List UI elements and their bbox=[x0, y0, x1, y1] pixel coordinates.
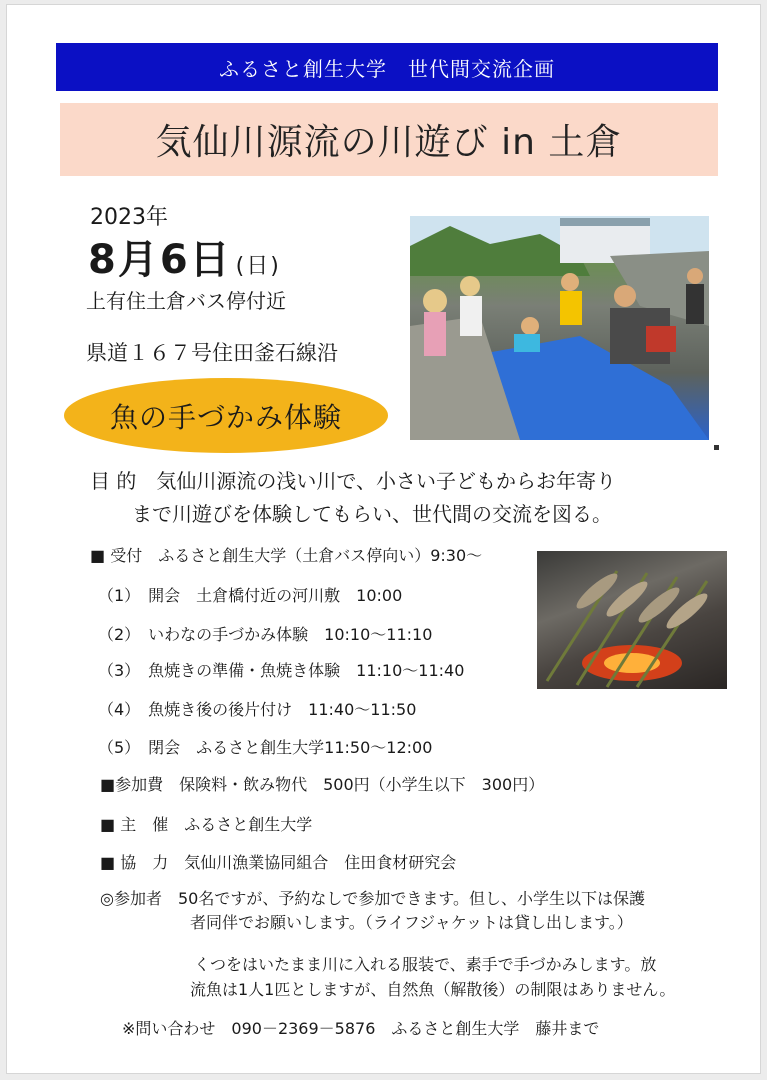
grilled-fish-illustration bbox=[537, 551, 727, 689]
event-location-2: 県道１６７号住田釜石線沿 bbox=[86, 341, 338, 365]
header-banner bbox=[56, 43, 718, 91]
event-location-1: 上有住土倉バス停付近 bbox=[86, 289, 286, 313]
event-date-text: 8月6日 bbox=[88, 237, 232, 283]
header-subtitle: ふるさと創生大学 世代間交流企画 bbox=[219, 56, 555, 81]
schedule-item-2: （2） いわなの手づかみ体験 10:10〜11:10 bbox=[98, 625, 433, 644]
schedule-reception: ■ 受付 ふるさと創生大学（土倉バス停向い）9:30〜 bbox=[90, 546, 483, 565]
schedule-item-1: （1） 開会 土倉橋付近の河川敷 10:00 bbox=[98, 586, 403, 605]
page-title: 気仙川源流の川遊び in 土倉 bbox=[155, 122, 623, 163]
event-day-of-week: (日) bbox=[235, 254, 281, 279]
cooperation-line: ■ 協 力 気仙川漁業協同組合 住田食材研究会 bbox=[100, 853, 457, 872]
contact-line: ※問い合わせ 090－2369－5876 ふるさと創生大学 藤井まで bbox=[122, 1019, 600, 1038]
grilled-fish-photo bbox=[537, 551, 727, 689]
event-date bbox=[88, 228, 281, 285]
purpose-line-1: 目 的 気仙川源流の浅い川で、小さい子どもからお年寄り bbox=[90, 469, 616, 493]
participants-line-1: ◎参加者 50名ですが、予約なしで参加できます。但し、小学生以下は保護 bbox=[100, 889, 646, 908]
participants-line-2: 者同伴でお願いします。（ライフジャケットは貸し出します。） bbox=[190, 913, 633, 932]
schedule-item-5: （5） 閉会 ふるさと創生大学11:50〜12:00 bbox=[98, 738, 433, 757]
schedule-item-3: （3） 魚焼きの準備・魚焼き体験 11:10〜11:40 bbox=[98, 661, 465, 680]
title-banner bbox=[60, 103, 718, 176]
notes-line-2: 流魚は1人1匹としますが、自然魚（解散後）の制限はありません。 bbox=[190, 980, 676, 999]
purpose-paragraph bbox=[90, 465, 616, 531]
children-in-river-illustration bbox=[410, 216, 709, 440]
children-in-river-photo bbox=[410, 216, 709, 440]
highlight-oval bbox=[64, 378, 388, 453]
event-year: 2023年 bbox=[90, 205, 168, 230]
organizer-line: ■ 主 催 ふるさと創生大学 bbox=[100, 815, 313, 834]
photo-marker bbox=[714, 445, 719, 450]
schedule-item-4: （4） 魚焼き後の後片付け 11:40〜11:50 bbox=[98, 700, 417, 719]
purpose-line-2: まで川遊びを体験してもらい、世代間の交流を図る。 bbox=[132, 502, 612, 526]
fee-line: ■参加費 保険料・飲み物代 500円（小学生以下 300円） bbox=[100, 775, 545, 794]
notes-line-1: くつをはいたまま川に入れる服装で、素手で手づかみします。放 bbox=[194, 955, 657, 974]
highlight-text: 魚の手づかみ体験 bbox=[109, 400, 342, 434]
